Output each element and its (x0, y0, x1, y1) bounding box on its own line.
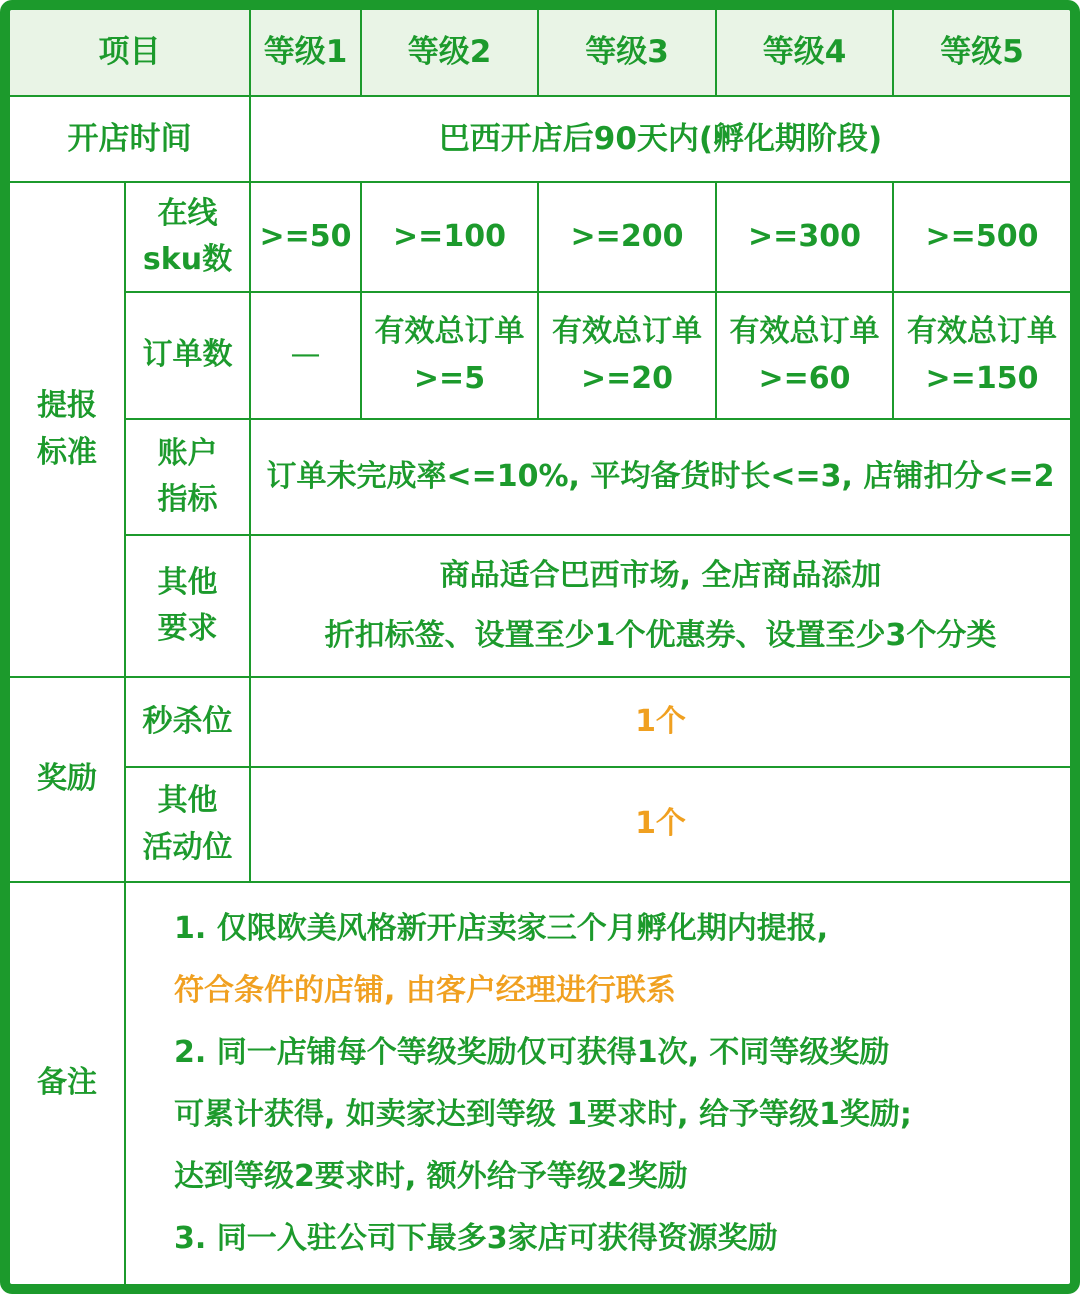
orders-value-level-3 (538, 292, 716, 419)
activity-label-line2: 活动位 (142, 829, 233, 865)
orders-value-level-2 (361, 292, 538, 419)
note-line-3: 2. 同一店铺每个等级奖励仅可获得1次, 不同等级奖励 (174, 1034, 890, 1070)
note-line-4: 可累计获得, 如卖家达到等级 1要求时, 给予等级1奖励; (174, 1096, 912, 1132)
account-label-line2: 指标 (157, 482, 218, 517)
open-time-row (10, 96, 1070, 182)
orders-prefix: 有效总订单 (907, 314, 1057, 349)
other-requirements-row (10, 535, 1070, 677)
open-time-label: 开店时间 (10, 96, 250, 182)
sku-label-line1: 在线 (157, 195, 218, 231)
other-requirements-line1: 商品适合巴西市场, 全店商品添加 (439, 558, 882, 593)
criteria-group-label-line1: 提报 (37, 388, 97, 423)
account-row (10, 419, 1070, 535)
activity-label-line1: 其他 (157, 783, 218, 818)
flash-sale-row (10, 677, 1070, 767)
header-row (10, 10, 1070, 96)
activity-row (10, 767, 1070, 882)
orders-prefix: 有效总订单 (374, 314, 525, 349)
sku-row (10, 182, 1070, 292)
header-level-4: 等级4 (716, 10, 893, 96)
other-requirements-value (250, 535, 1070, 677)
sku-value-level-3: >=200 (538, 182, 716, 292)
criteria-group-label-line2: 标准 (37, 434, 97, 470)
sku-label (125, 182, 250, 292)
account-label-line1: 账户 (157, 435, 218, 471)
open-time-value: 巴西开店后90天内(孵化期阶段) (250, 96, 1070, 182)
orders-threshold: >=20 (580, 360, 674, 396)
level-requirements-table (10, 10, 1070, 1284)
header-level-2: 等级2 (361, 10, 538, 96)
orders-value-level-1: — (250, 292, 361, 419)
other-requirements-label-line1: 其他 (157, 564, 218, 600)
orders-value-level-5 (893, 292, 1070, 419)
header-level-5: 等级5 (893, 10, 1070, 96)
rewards-group-label: 奖励 (10, 677, 125, 882)
note-line-1: 1. 仅限欧美风格新开店卖家三个月孵化期内提报, (174, 910, 829, 946)
orders-value-level-4 (716, 292, 893, 419)
sku-value-level-5: >=500 (893, 182, 1070, 292)
criteria-group-label (10, 182, 125, 677)
header-level-1: 等级1 (250, 10, 361, 96)
other-requirements-line2: 折扣标签、设置至少1个优惠券、设置至少3个分类 (324, 618, 997, 653)
note-line-5: 达到等级2要求时, 额外给予等级2奖励 (174, 1158, 688, 1194)
sku-value-level-1: >=50 (250, 182, 361, 292)
notes-label: 备注 (10, 882, 125, 1284)
orders-threshold: >=5 (413, 360, 486, 396)
activity-label (125, 767, 250, 882)
orders-prefix: 有效总订单 (552, 314, 702, 349)
note-line-2: 符合条件的店铺, 由客户经理进行联系 (174, 972, 676, 1008)
header-item: 项目 (10, 10, 250, 96)
account-value: 订单未完成率<=10%, 平均备货时长<=3, 店铺扣分<=2 (250, 419, 1070, 535)
flash-sale-label: 秒杀位 (125, 677, 250, 767)
sku-value-level-4: >=300 (716, 182, 893, 292)
notes-content (125, 882, 1070, 1284)
orders-threshold: >=60 (758, 360, 851, 396)
orders-row (10, 292, 1070, 419)
note-line-6: 3. 同一入驻公司下最多3家店可获得资源奖励 (174, 1220, 778, 1256)
activity-value: 1个 (250, 767, 1070, 882)
sku-value-level-2: >=100 (361, 182, 538, 292)
orders-label: 订单数 (125, 292, 250, 419)
flash-sale-value: 1个 (250, 677, 1070, 767)
other-requirements-label (125, 535, 250, 677)
notes-row (10, 882, 1070, 1284)
other-requirements-label-line2: 要求 (157, 611, 218, 646)
header-level-3: 等级3 (538, 10, 716, 96)
account-label (125, 419, 250, 535)
orders-prefix: 有效总订单 (729, 314, 880, 349)
sku-label-line2: sku数 (142, 242, 233, 277)
orders-threshold: >=150 (925, 360, 1039, 396)
